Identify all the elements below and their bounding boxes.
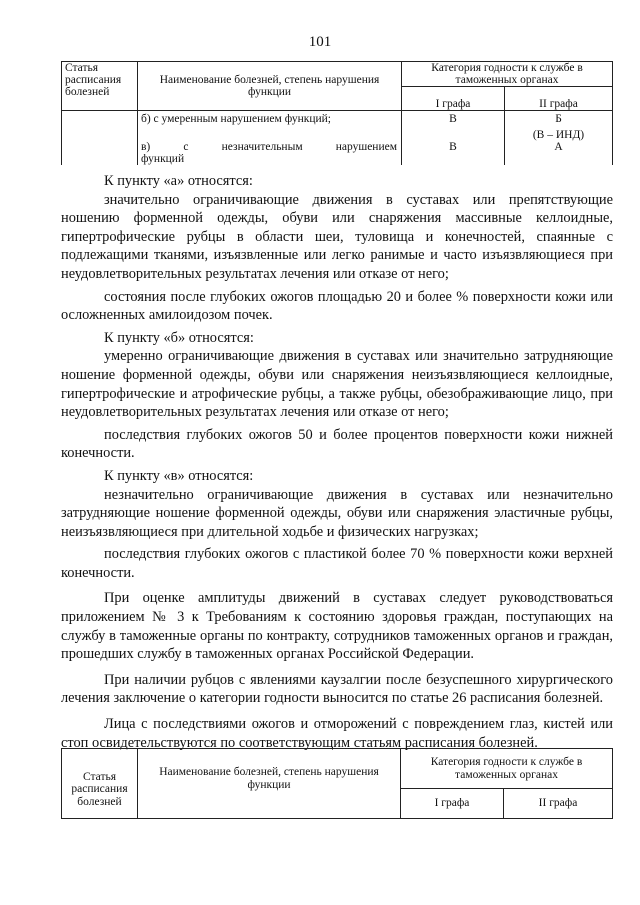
paragraph: При наличии рубцов с явлениями каузалгии после безуспешного хирургического лечения заключение о категории годности выносится по статье 26 расписания болезней. xyxy=(61,671,613,707)
paragraph: К пункту «а» относятся: xyxy=(104,173,253,189)
row-g2 xyxy=(505,111,613,142)
header-g1: I графа xyxy=(402,87,505,111)
paragraph: последствия глубоких ожогов с пластикой более 70 % поверхности кожи верхней конечности. xyxy=(61,546,613,581)
row-g2-main: Б xyxy=(555,113,562,126)
body-text xyxy=(61,172,613,752)
disease-table-bottom xyxy=(61,748,613,819)
row-name: в) с незначительным нарушением функций xyxy=(138,141,402,165)
header-name: Наименование болезней, степень нарушения функции xyxy=(138,749,401,819)
table-row xyxy=(62,111,613,142)
page-number: 101 xyxy=(308,34,332,50)
header-article: Статья расписания болезней xyxy=(62,749,138,819)
header-g2: II графа xyxy=(504,789,613,819)
paragraph: последствия глубоких ожогов 50 и более процентов поверхности кожи нижней конечности. xyxy=(61,426,613,462)
paragraph: К пункту «б» относятся: xyxy=(104,329,254,346)
paragraph: умеренно ограничивающие движения в суставах или значительно затрудняющие ношение форменной одежды, обуви или снаряжения неизъязвляющиеся келлоидные, гипертрофические и атрофические рубцы, а также рубцы, обезображивающие лицо, при неудовлетворительных результатах лечения или отказе от него; xyxy=(61,348,613,421)
header-g1: I графа xyxy=(401,789,504,819)
row-g1: В xyxy=(402,141,505,165)
header-name: Наименование болезней, степень нарушения функции xyxy=(138,62,402,111)
paragraph: незначительно ограничивающие движения в суставах или незначительно затрудняющие ношение форменной одежды, обуви или снаряжения эластичные рубцы, неизъязвляющиеся при длительной ходьбе и физических нагрузках; xyxy=(61,486,613,540)
row-g1: В xyxy=(402,111,505,142)
header-category: Категория годности к службе в таможенных органах xyxy=(401,749,613,789)
row-g2-alt: (В – ИНД) xyxy=(532,129,585,142)
header-article: Статья расписания болезней xyxy=(62,62,138,111)
header-category: Категория годности к службе в таможенных органах xyxy=(402,62,613,87)
row-g2: А xyxy=(505,141,613,165)
table-row xyxy=(62,141,613,165)
row-name: б) с умеренным нарушением функций; xyxy=(138,111,402,142)
paragraph: При оценке амплитуды движений в суставах следует руководствоваться приложением № 3 к Требованиям к состоянию здоровья граждан, поступающих на службу в таможенные органы по контракту, сотрудников таможенных органов и граждан, прошедших службу в таможенных органах Российской Федерации. xyxy=(61,590,613,663)
paragraph: Лица с последствиями ожогов и отморожений с повреждением глаз, кистей или стоп освидетельствуются по соответствующим статьям расписания болезней. xyxy=(61,716,613,751)
header-g2: II графа xyxy=(505,87,613,111)
paragraph: значительно ограничивающие движения в суставах или препятствующие ношению форменной одежды, обуви или снаряжения массивные келлоидные, гипертрофические рубцы в области шеи, туловища и конечностей, спаянные с подлежащими тканями, изъязвленные или легко ранимые и часто изъязвляющиеся при неудовлетворительных результатах лечения или отказе от него; xyxy=(61,191,613,282)
paragraph: К пункту «в» относятся: xyxy=(104,467,254,484)
disease-table-top xyxy=(61,61,613,165)
paragraph: состояния после глубоких ожогов площадью 20 и более % поверхности кожи или осложненных амилоидозом почек. xyxy=(61,288,613,324)
